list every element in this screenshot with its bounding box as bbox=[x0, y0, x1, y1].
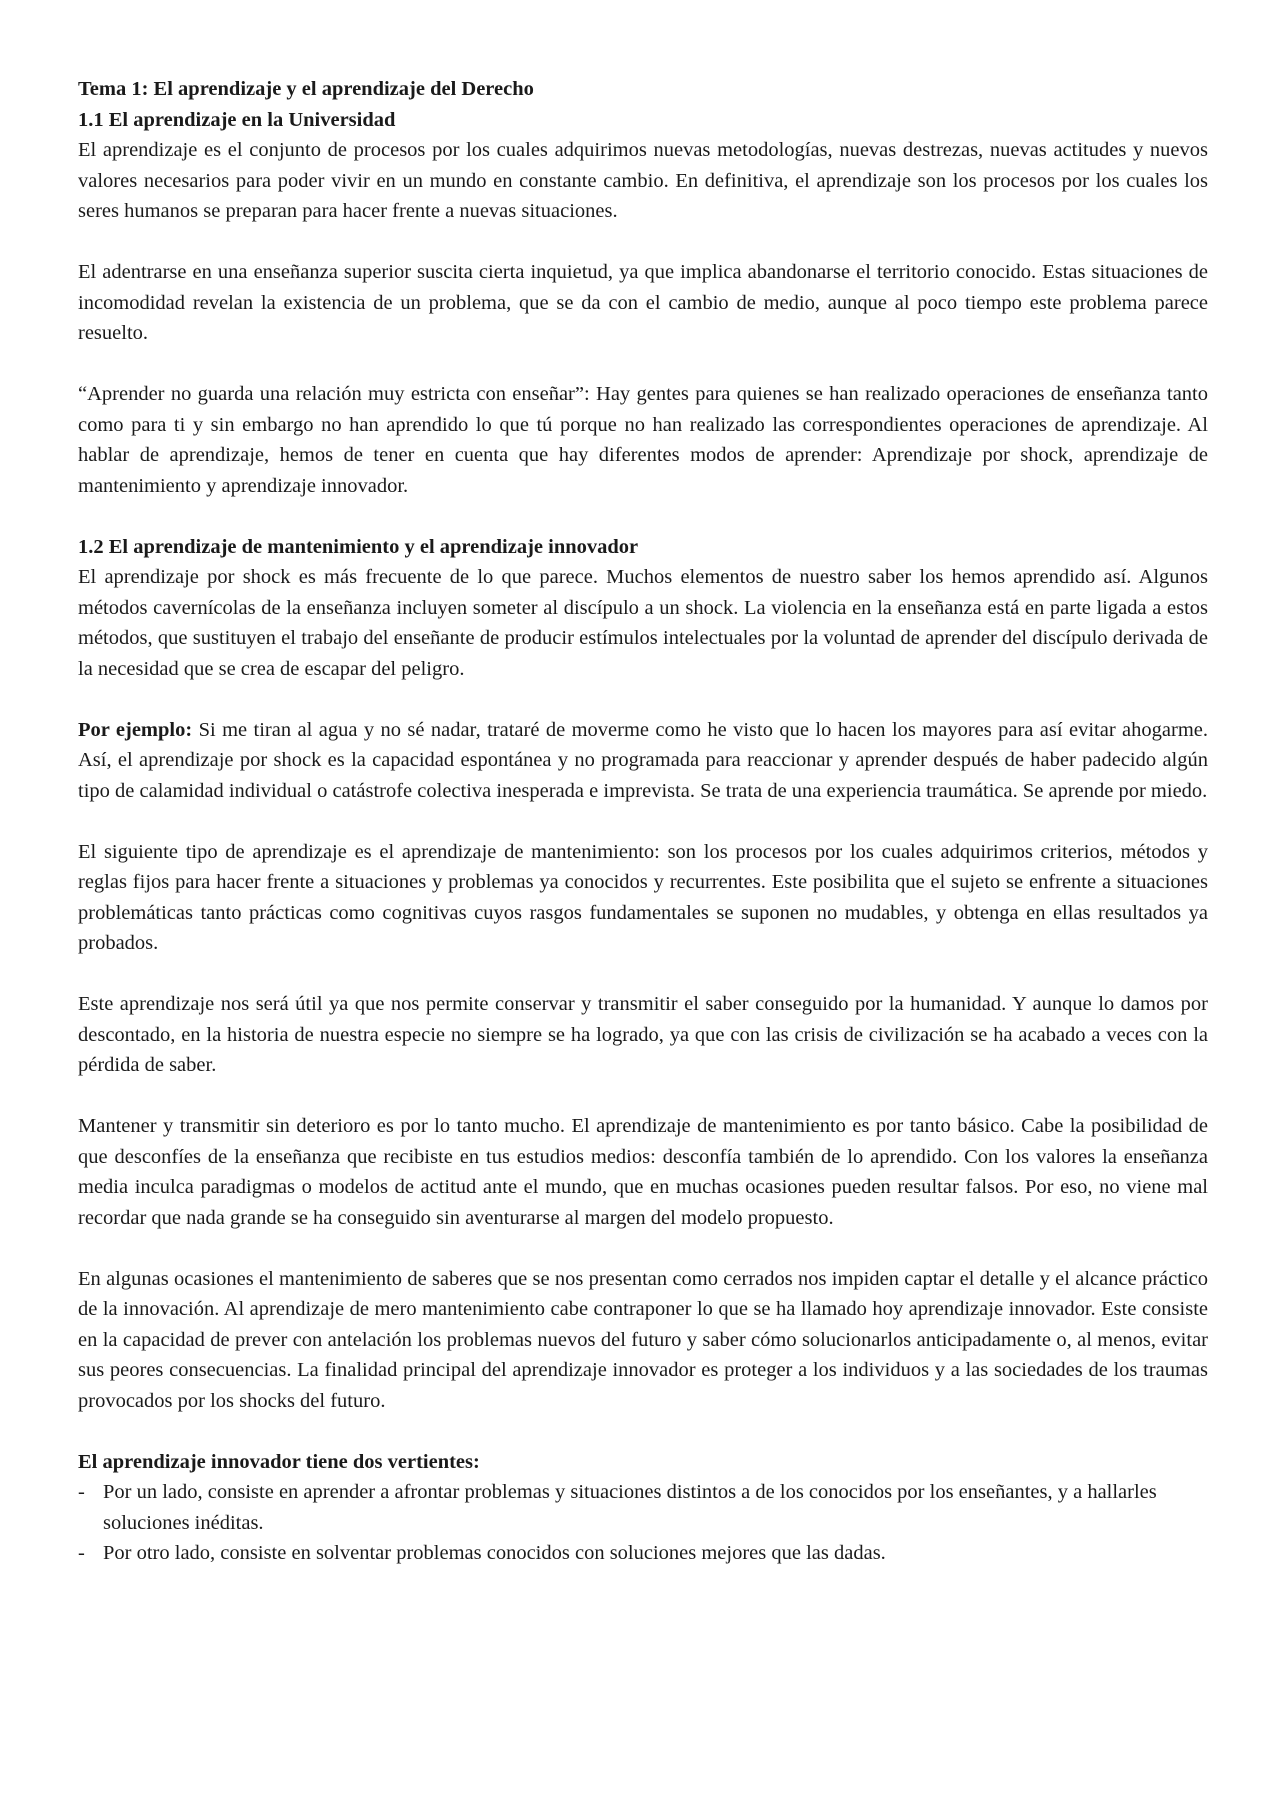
paragraph-9: En algunas ocasiones el mantenimiento de saberes que se nos presentan como cerrados nos impiden captar el detalle y el alcance práctico de la innovación. Al aprendizaje de mero mantenimiento cabe contraponer lo que se ha llamado hoy aprendizaje innovador. Este consiste en la capacidad de prever con antelación los problemas nuevos del futuro y saber cómo solucionarlos anticipadamente o, al menos, evitar sus peores consecuencias. La finalidad principal del aprendizaje innovador es proteger a los individuos y a las sociedades de los traumas provocados por los shocks del futuro. bbox=[78, 1267, 1208, 1412]
document-page bbox=[78, 74, 1208, 1569]
list-item bbox=[78, 1538, 1208, 1569]
spacer bbox=[78, 1416, 1208, 1447]
spacer bbox=[78, 1233, 1208, 1264]
vertientes-list bbox=[78, 1477, 1208, 1569]
spacer bbox=[78, 1081, 1208, 1112]
section-heading-1-1: 1.1 El aprendizaje en la Universidad bbox=[78, 108, 396, 131]
spacer bbox=[78, 501, 1208, 532]
section-heading-1-2: 1.2 El aprendizaje de mantenimiento y el aprendizaje innovador bbox=[78, 535, 639, 558]
paragraph-4: El aprendizaje por shock es más frecuente de lo que parece. Muchos elementos de nuestro saber los hemos aprendido así. Algunos métodos cavernícolas de la enseñanza incluyen someter al discípulo a un shock. La violencia en la enseñanza está en parte ligada a estos métodos, que sustituyen el trabajo del enseñante de producir estímulos intelectuales por la voluntad de aprender del discípulo derivada de la necesidad que se crea de escapar del peligro. bbox=[78, 566, 1208, 680]
spacer bbox=[78, 806, 1208, 837]
paragraph-8: Mantener y transmitir sin deterioro es por lo tanto mucho. El aprendizaje de mantenimiento es por tanto básico. Cabe la posibilidad de que desconfíes de la enseñanza que recibiste en tus estudios medios: desconfía también de lo aprendido. Con los valores la enseñanza media inculca paradigmas o modelos de actitud ante el mundo, que en muchas ocasiones pueden resultar falsos. Por eso, no viene mal recordar que nada grande se ha conseguido sin aventurarse al margen del modelo propuesto. bbox=[78, 1115, 1208, 1229]
example-text: Si me tiran al agua y no sé nadar, trataré de moverme como he visto que lo hacen los mayores para así evitar ahogarme. Así, el aprendizaje por shock es la capacidad espontánea y no programada para reaccionar y aprender después de haber padecido algún tipo de calamidad individual o catástrofe colectiva inesperada e imprevista. Se trata de una experiencia traumática. Se aprende por miedo. bbox=[78, 718, 1208, 802]
spacer bbox=[78, 959, 1208, 990]
paragraph-3: “Aprender no guarda una relación muy estricta con enseñar”: Hay gentes para quienes se han realizado operaciones de enseñanza tanto como para ti y sin embargo no han aprendido lo que tú porque no han realizado las correspondientes operaciones de aprendizaje. Al hablar de aprendizaje, hemos de tener en cuenta que hay diferentes modos de aprender: Aprendizaje por shock, aprendizaje de mantenimiento y aprendizaje innovador. bbox=[78, 383, 1208, 497]
spacer bbox=[78, 227, 1208, 258]
paragraph-6: El siguiente tipo de aprendizaje es el aprendizaje de mantenimiento: son los procesos por los cuales adquirimos criterios, métodos y reglas fijos para hacer frente a situaciones y problemas ya conocidos y recurrentes. Este posibilita que el sujeto se enfrente a situaciones problemáticas tanto prácticas como cognitivas cuyos rasgos fundamentales se suponen no mudables, y obtenga en ellas resultados ya probados. bbox=[78, 840, 1208, 954]
dash-marker: - bbox=[78, 1481, 85, 1503]
paragraph-2: El adentrarse en una enseñanza superior suscita cierta inquietud, ya que implica abandonarse el territorio conocido. Estas situaciones de incomodidad revelan la existencia de un problema, que se da con el cambio de medio, aunque al poco tiempo este problema parece resuelto. bbox=[78, 261, 1208, 344]
example-lead: Por ejemplo: bbox=[78, 718, 193, 741]
dash-marker: - bbox=[78, 1542, 85, 1564]
section-heading-vertientes: El aprendizaje innovador tiene dos vertientes: bbox=[78, 1450, 480, 1473]
spacer bbox=[78, 684, 1208, 715]
spacer bbox=[78, 349, 1208, 380]
document-title: Tema 1: El aprendizaje y el aprendizaje del Derecho bbox=[78, 78, 534, 100]
list-item bbox=[78, 1477, 1208, 1538]
list-item-text: Por otro lado, consiste en solventar problemas conocidos con soluciones mejores que las dadas. bbox=[103, 1542, 886, 1564]
list-item-text: Por un lado, consiste en aprender a afrontar problemas y situaciones distintos a de los conocidos por los enseñantes, y a hallarles soluciones inéditas. bbox=[103, 1481, 1157, 1534]
paragraph-5 bbox=[78, 715, 1208, 807]
paragraph-1: El aprendizaje es el conjunto de procesos por los cuales adquirimos nuevas metodologías, nuevas destrezas, nuevas actitudes y nuevos valores necesarios para poder vivir en un mundo en constante cambio. En definitiva, el aprendizaje son los procesos por los cuales los seres humanos se preparan para hacer frente a nuevas situaciones. bbox=[78, 139, 1208, 222]
paragraph-7: Este aprendizaje nos será útil ya que nos permite conservar y transmitir el saber conseguido por la humanidad. Y aunque lo damos por descontado, en la historia de nuestra especie no siempre se ha logrado, ya que con las crisis de civilización se ha acabado a veces con la pérdida de saber. bbox=[78, 993, 1208, 1076]
